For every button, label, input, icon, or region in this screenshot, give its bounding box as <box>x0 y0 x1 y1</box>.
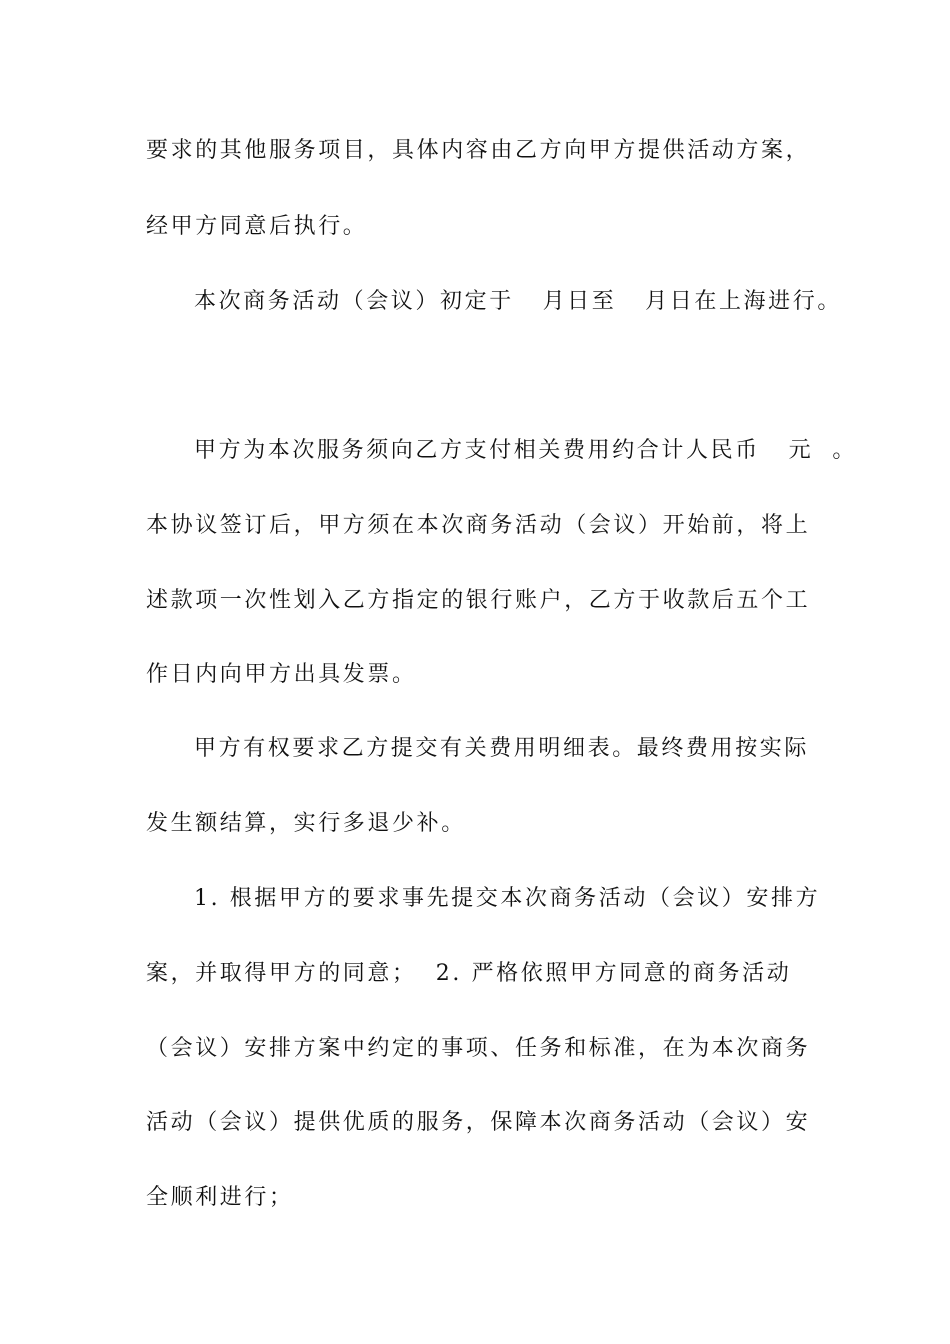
text-line-4: 甲方为本次服务须向乙方支付相关费用约合计人民币 元 。 <box>194 438 857 463</box>
text-line-6: 述款项一次性划入乙方指定的银行账户，乙方于收款后五个工 <box>146 588 811 613</box>
text-line-8: 甲方有权要求乙方提交有关费用明细表。最终费用按实际 <box>194 736 810 761</box>
text-line-14: 全顺利进行； <box>146 1185 294 1210</box>
text-line-9: 发生额结算，实行多退少补。 <box>146 811 466 836</box>
text-line-1: 要求的其他服务项目，具体内容由乙方向甲方提供活动方案， <box>146 138 811 163</box>
text-line-2: 经甲方同意后执行。 <box>146 214 368 239</box>
text-line-3: 本次商务活动（会议）初定于 月日至 月日在上海进行。 <box>194 289 842 314</box>
text-line-12: （会议）安排方案中约定的事项、任务和标准，在为本次商务 <box>146 1036 811 1061</box>
text-line-11: 案，并取得甲方的同意； 2. 严格依照甲方同意的商务活动 <box>146 961 792 986</box>
text-line-13: 活动（会议）提供优质的服务，保障本次商务活动（会议）安 <box>146 1110 811 1135</box>
text-line-5: 本协议签订后，甲方须在本次商务活动（会议）开始前，将上 <box>146 513 811 538</box>
text-line-7: 作日内向甲方出具发票。 <box>146 662 417 687</box>
text-line-10: 1. 根据甲方的要求事先提交本次商务活动（会议）安排方 <box>194 886 821 911</box>
